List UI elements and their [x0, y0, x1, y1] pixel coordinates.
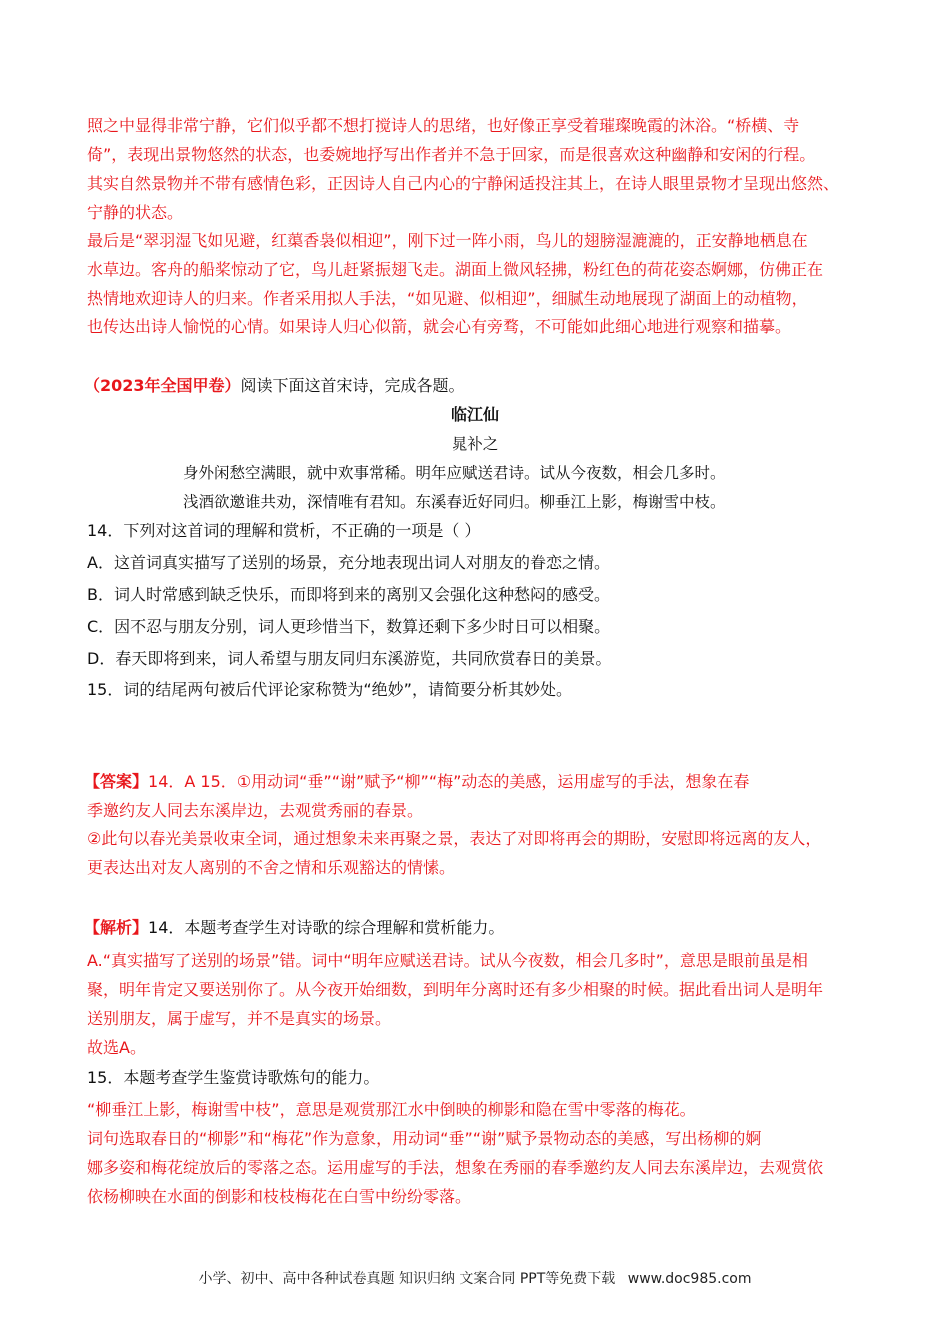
analysis-cont-line: 水草边。客舟的船桨惊动了它，鸟儿赶紧振翅飞走。湖面上微风轻拂，粉红色的荷花姿态婀娜，仿佛正在 — [87, 260, 824, 279]
analysis-cont-line: 也传达出诗人愉悦的心情。如果诗人归心似箭，就会心有旁骛，不可能如此细心地进行观察和描摹。 — [87, 317, 792, 336]
option-b: B．词人时常感到缺乏快乐，而即将到来的离别又会强化这种愁闷的感受。 — [87, 585, 610, 604]
question-14: 14．下列对这首词的理解和赏析，不正确的一项是（ ） — [87, 521, 481, 540]
question-source: （2023年全国甲卷） — [84, 376, 241, 395]
option-a: A．这首词真实描写了送别的场景，充分地表现出词人对朋友的眷恋之情。 — [87, 553, 610, 572]
analysis-line: “柳垂江上影，梅谢雪中枝”，意思是观赏那江水中倒映的柳影和隐在雪中零落的梅花。 — [87, 1100, 696, 1119]
analysis-line: 送别朋友，属于虚写，并不是真实的场景。 — [87, 1009, 392, 1028]
footer-text: 小学、初中、高中各种试卷真题 知识归纳 文案合同 PPT等免费下载 — [198, 1271, 616, 1287]
footer-link[interactable]: www.doc985.com — [627, 1271, 752, 1287]
question-intro: 阅读下面这首宋诗，完成各题。 — [240, 376, 465, 395]
answer-block — [84, 772, 749, 792]
answer-line: ②此句以春光美景收束全词，通过想象未来再聚之景，表达了对即将再会的期盼，安慰即将远离的友人， — [87, 829, 822, 848]
analysis-line: 词句选取春日的“柳影”和“梅花”作为意象，用动词“垂”“谢”赋予景物动态的美感，写出杨柳的婀 — [87, 1129, 762, 1148]
analysis-cont-line: 其实自然景物并不带有感情色彩，正因诗人自己内心的宁静闲适投注其上，在诗人眼里景物才呈现出悠然、 — [87, 174, 840, 193]
analysis-label: 【解析】 — [84, 918, 149, 937]
poem-author: 晁补之 — [451, 435, 499, 453]
answer-label: 【答案】 — [84, 772, 149, 791]
answer-line: 更表达出对友人离别的不舍之情和乐观豁达的情愫。 — [87, 858, 456, 877]
analysis-cont-line: 照之中显得非常宁静，它们似乎都不想打搅诗人的思绪，也好像正享受着璀璨晚霞的沐浴。“桥横、寺 — [87, 116, 800, 135]
analysis-cont-line: 宁静的状态。 — [87, 203, 184, 222]
answer-line: 季邀约友人同去东溪岸边，去观赏秀丽的春景。 — [87, 801, 424, 820]
analysis-line: 娜多姿和梅花绽放后的零落之态。运用虚写的手法，想象在秀丽的春季邀约友人同去东溪岸边，去观赏依 — [87, 1158, 824, 1177]
analysis-line: 聚，明年肯定又要送别你了。从今夜开始细数，到明年分离时还有多少相聚的时候。据此看出词人是明年 — [87, 980, 824, 999]
question-header — [84, 376, 465, 396]
analysis-line: A.“真实描写了送别的场景”错。词中“明年应赋送君诗。试从今夜数，相会几多时”，意思是眼前虽是相 — [87, 951, 808, 970]
poem-title: 临江仙 — [450, 405, 499, 424]
analysis-line: 故选A。 — [87, 1038, 146, 1057]
analysis-line: 14．本题考查学生对诗歌的综合理解和赏析能力。 — [148, 918, 505, 937]
analysis-q15-head: 15．本题考查学生鉴赏诗歌炼句的能力。 — [87, 1068, 380, 1087]
poem-line: 身外闲愁空满眼，就中欢事常稀。明年应赋送君诗。试从今夜数，相会几多时。 — [183, 464, 726, 482]
answer-line: 14．A 15．①用动词“垂”“谢”赋予“柳”“梅”动态的美感，运用虚写的手法，想象在春 — [148, 772, 750, 791]
analysis-cont-line: 热情地欢迎诗人的归来。作者采用拟人手法，“如见避、似相迎”，细腻生动地展现了湖面上的动植物， — [87, 289, 808, 308]
analysis-line: 依杨柳映在水面的倒影和枝枝梅花在白雪中纷纷零落。 — [87, 1187, 472, 1206]
analysis-block — [84, 918, 504, 938]
option-d: D．春天即将到来，词人希望与朋友同归东溪游览，共同欣赏春日的美景。 — [87, 649, 612, 668]
question-15: 15．词的结尾两句被后代评论家称赞为“绝妙”，请简要分析其妙处。 — [87, 680, 572, 699]
option-c: C．因不忍与朋友分别，词人更珍惜当下，数算还剩下多少时日可以相聚。 — [87, 617, 611, 636]
poem-line: 浅酒欲邀谁共劝，深情唯有君知。东溪春近好同归。柳垂江上影，梅谢雪中枝。 — [183, 493, 726, 511]
analysis-cont-line: 最后是“翠羽湿飞如见避，红蕖香袅似相迎”，刚下过一阵小雨，鸟儿的翅膀湿漉漉的，正安静地栖息在 — [87, 231, 808, 250]
page-footer — [0, 1268, 950, 1288]
analysis-cont-line: 倚”，表现出景物悠然的状态，也委婉地抒写出作者并不急于回家，而是很喜欢这种幽静和安闲的行程。 — [87, 145, 816, 164]
